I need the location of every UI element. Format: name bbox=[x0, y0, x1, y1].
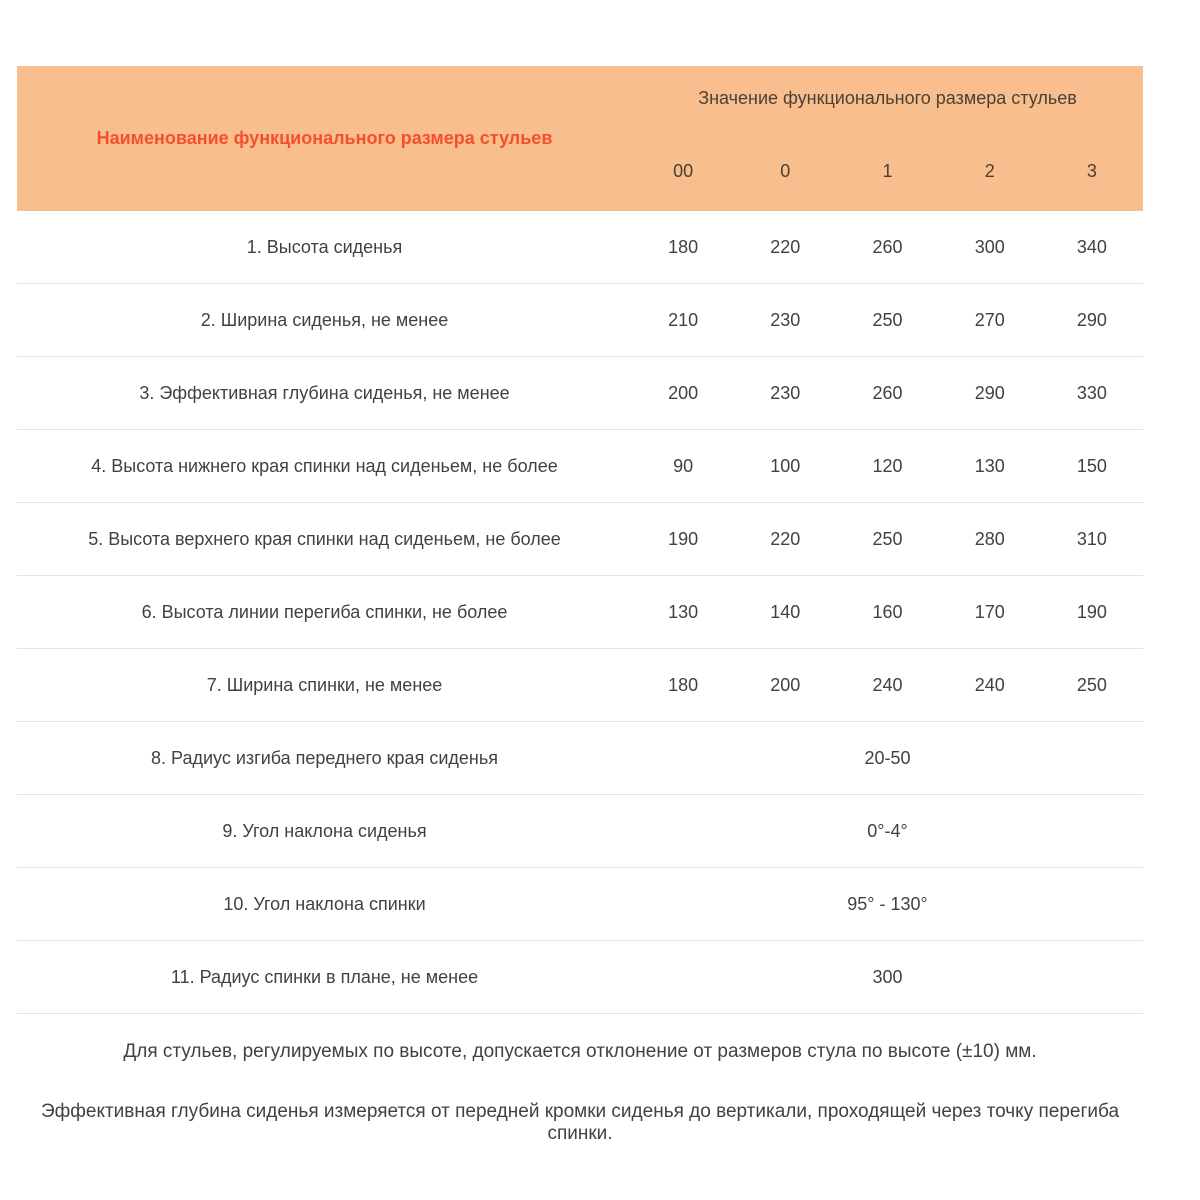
value-cell: 280 bbox=[974, 528, 1005, 549]
value-cell: 140 bbox=[770, 601, 801, 622]
row-values bbox=[632, 529, 1143, 550]
value-cell: 290 bbox=[974, 382, 1005, 403]
value-cell: 190 bbox=[1076, 601, 1107, 622]
table-notes bbox=[17, 1010, 1143, 1145]
row-values bbox=[632, 748, 1143, 769]
size-columns-row bbox=[632, 161, 1143, 182]
row-label: 2. Ширина сиденья, не менее bbox=[200, 309, 449, 330]
value-cell: 180 bbox=[668, 674, 699, 695]
row-label: 11. Радиус спинки в плане, не менее bbox=[170, 966, 479, 987]
value-cell: 220 bbox=[770, 528, 801, 549]
value-cell: 260 bbox=[872, 236, 903, 257]
value-cell: 220 bbox=[770, 236, 801, 257]
value-cell: 90 bbox=[673, 455, 694, 476]
value-cell: 240 bbox=[872, 674, 903, 695]
row-values bbox=[632, 675, 1143, 696]
value-cell: 230 bbox=[770, 309, 801, 330]
size-column-header: 3 bbox=[1086, 161, 1097, 181]
row-label: 1. Высота сиденья bbox=[246, 236, 403, 257]
value-cell: 200 bbox=[770, 674, 801, 695]
size-column-header: 0 bbox=[780, 161, 791, 181]
values-column-title: Значение функционального размера стульев bbox=[698, 88, 1077, 108]
row-label: 10. Угол наклона спинки bbox=[223, 893, 426, 914]
row-label: 5. Высота верхнего края спинки над сиденьем, не более bbox=[88, 528, 561, 549]
table-row bbox=[17, 503, 1143, 576]
value-cell: 210 bbox=[668, 309, 699, 330]
row-values bbox=[632, 310, 1143, 331]
table-row bbox=[17, 576, 1143, 649]
value-cell: 330 bbox=[1076, 382, 1107, 403]
table-row bbox=[17, 357, 1143, 430]
value-cell: 240 bbox=[974, 674, 1005, 695]
value-cell: 310 bbox=[1076, 528, 1107, 549]
value-cell: 250 bbox=[872, 528, 903, 549]
value-cell: 260 bbox=[872, 382, 903, 403]
value-cell: 150 bbox=[1076, 455, 1107, 476]
value-cell: 270 bbox=[974, 309, 1005, 330]
merged-value-cell: 0°-4° bbox=[867, 820, 908, 841]
note-height-tolerance: Для стульев, регулируемых по высоте, допускается отклонение от размеров стула по высоте (±10) мм. bbox=[123, 1041, 1037, 1062]
merged-value-cell: 300 bbox=[872, 966, 903, 987]
size-column-header: 2 bbox=[984, 161, 995, 181]
table-header bbox=[17, 66, 1143, 211]
row-values bbox=[632, 602, 1143, 623]
table-row bbox=[17, 941, 1143, 1014]
value-cell: 250 bbox=[872, 309, 903, 330]
header-name-cell bbox=[17, 66, 632, 211]
row-label: 4. Высота нижнего края спинки над сиденьем, не более bbox=[91, 455, 558, 476]
row-label: 8. Радиус изгиба переднего края сиденья bbox=[151, 747, 498, 768]
merged-value-cell: 20-50 bbox=[864, 747, 911, 768]
chair-sizes-table bbox=[17, 66, 1143, 1014]
value-cell: 130 bbox=[668, 601, 699, 622]
row-label: 7. Ширина спинки, не менее bbox=[206, 674, 443, 695]
row-label: 3. Эффективная глубина сиденья, не менее bbox=[139, 382, 510, 403]
value-cell: 160 bbox=[872, 601, 903, 622]
value-cell: 180 bbox=[668, 236, 699, 257]
value-cell: 250 bbox=[1076, 674, 1107, 695]
row-values bbox=[632, 237, 1143, 258]
row-label: 6. Высота линии перегиба спинки, не более bbox=[141, 601, 508, 622]
value-cell: 300 bbox=[974, 236, 1005, 257]
merged-value-cell: 95° - 130° bbox=[847, 893, 928, 914]
value-cell: 170 bbox=[974, 601, 1005, 622]
table-body bbox=[17, 211, 1143, 1014]
table-row bbox=[17, 284, 1143, 357]
row-values bbox=[632, 967, 1143, 988]
size-column-header: 1 bbox=[882, 161, 893, 181]
table-row bbox=[17, 722, 1143, 795]
table-row bbox=[17, 430, 1143, 503]
table-row bbox=[17, 795, 1143, 868]
row-values bbox=[632, 894, 1143, 915]
value-cell: 190 bbox=[668, 528, 699, 549]
value-cell: 340 bbox=[1076, 236, 1107, 257]
row-values bbox=[632, 383, 1143, 404]
row-values bbox=[632, 456, 1143, 477]
value-cell: 230 bbox=[770, 382, 801, 403]
note-effective-depth: Эффективная глубина сиденья измеряется от передней кромки сиденья до вертикали, проходящей через точку перегиба спинки. bbox=[40, 1101, 1120, 1144]
row-values bbox=[632, 821, 1143, 842]
value-cell: 130 bbox=[974, 455, 1005, 476]
table-row bbox=[17, 649, 1143, 722]
name-column-title: Наименование функционального размера стульев bbox=[96, 128, 553, 148]
size-column-header: 00 bbox=[673, 161, 694, 181]
table-row bbox=[17, 868, 1143, 941]
header-values-cell bbox=[632, 66, 1143, 211]
table-row bbox=[17, 211, 1143, 284]
value-cell: 100 bbox=[770, 455, 801, 476]
value-cell: 290 bbox=[1076, 309, 1107, 330]
value-cell: 200 bbox=[668, 382, 699, 403]
value-cell: 120 bbox=[872, 455, 903, 476]
row-label: 9. Угол наклона сиденья bbox=[222, 820, 427, 841]
